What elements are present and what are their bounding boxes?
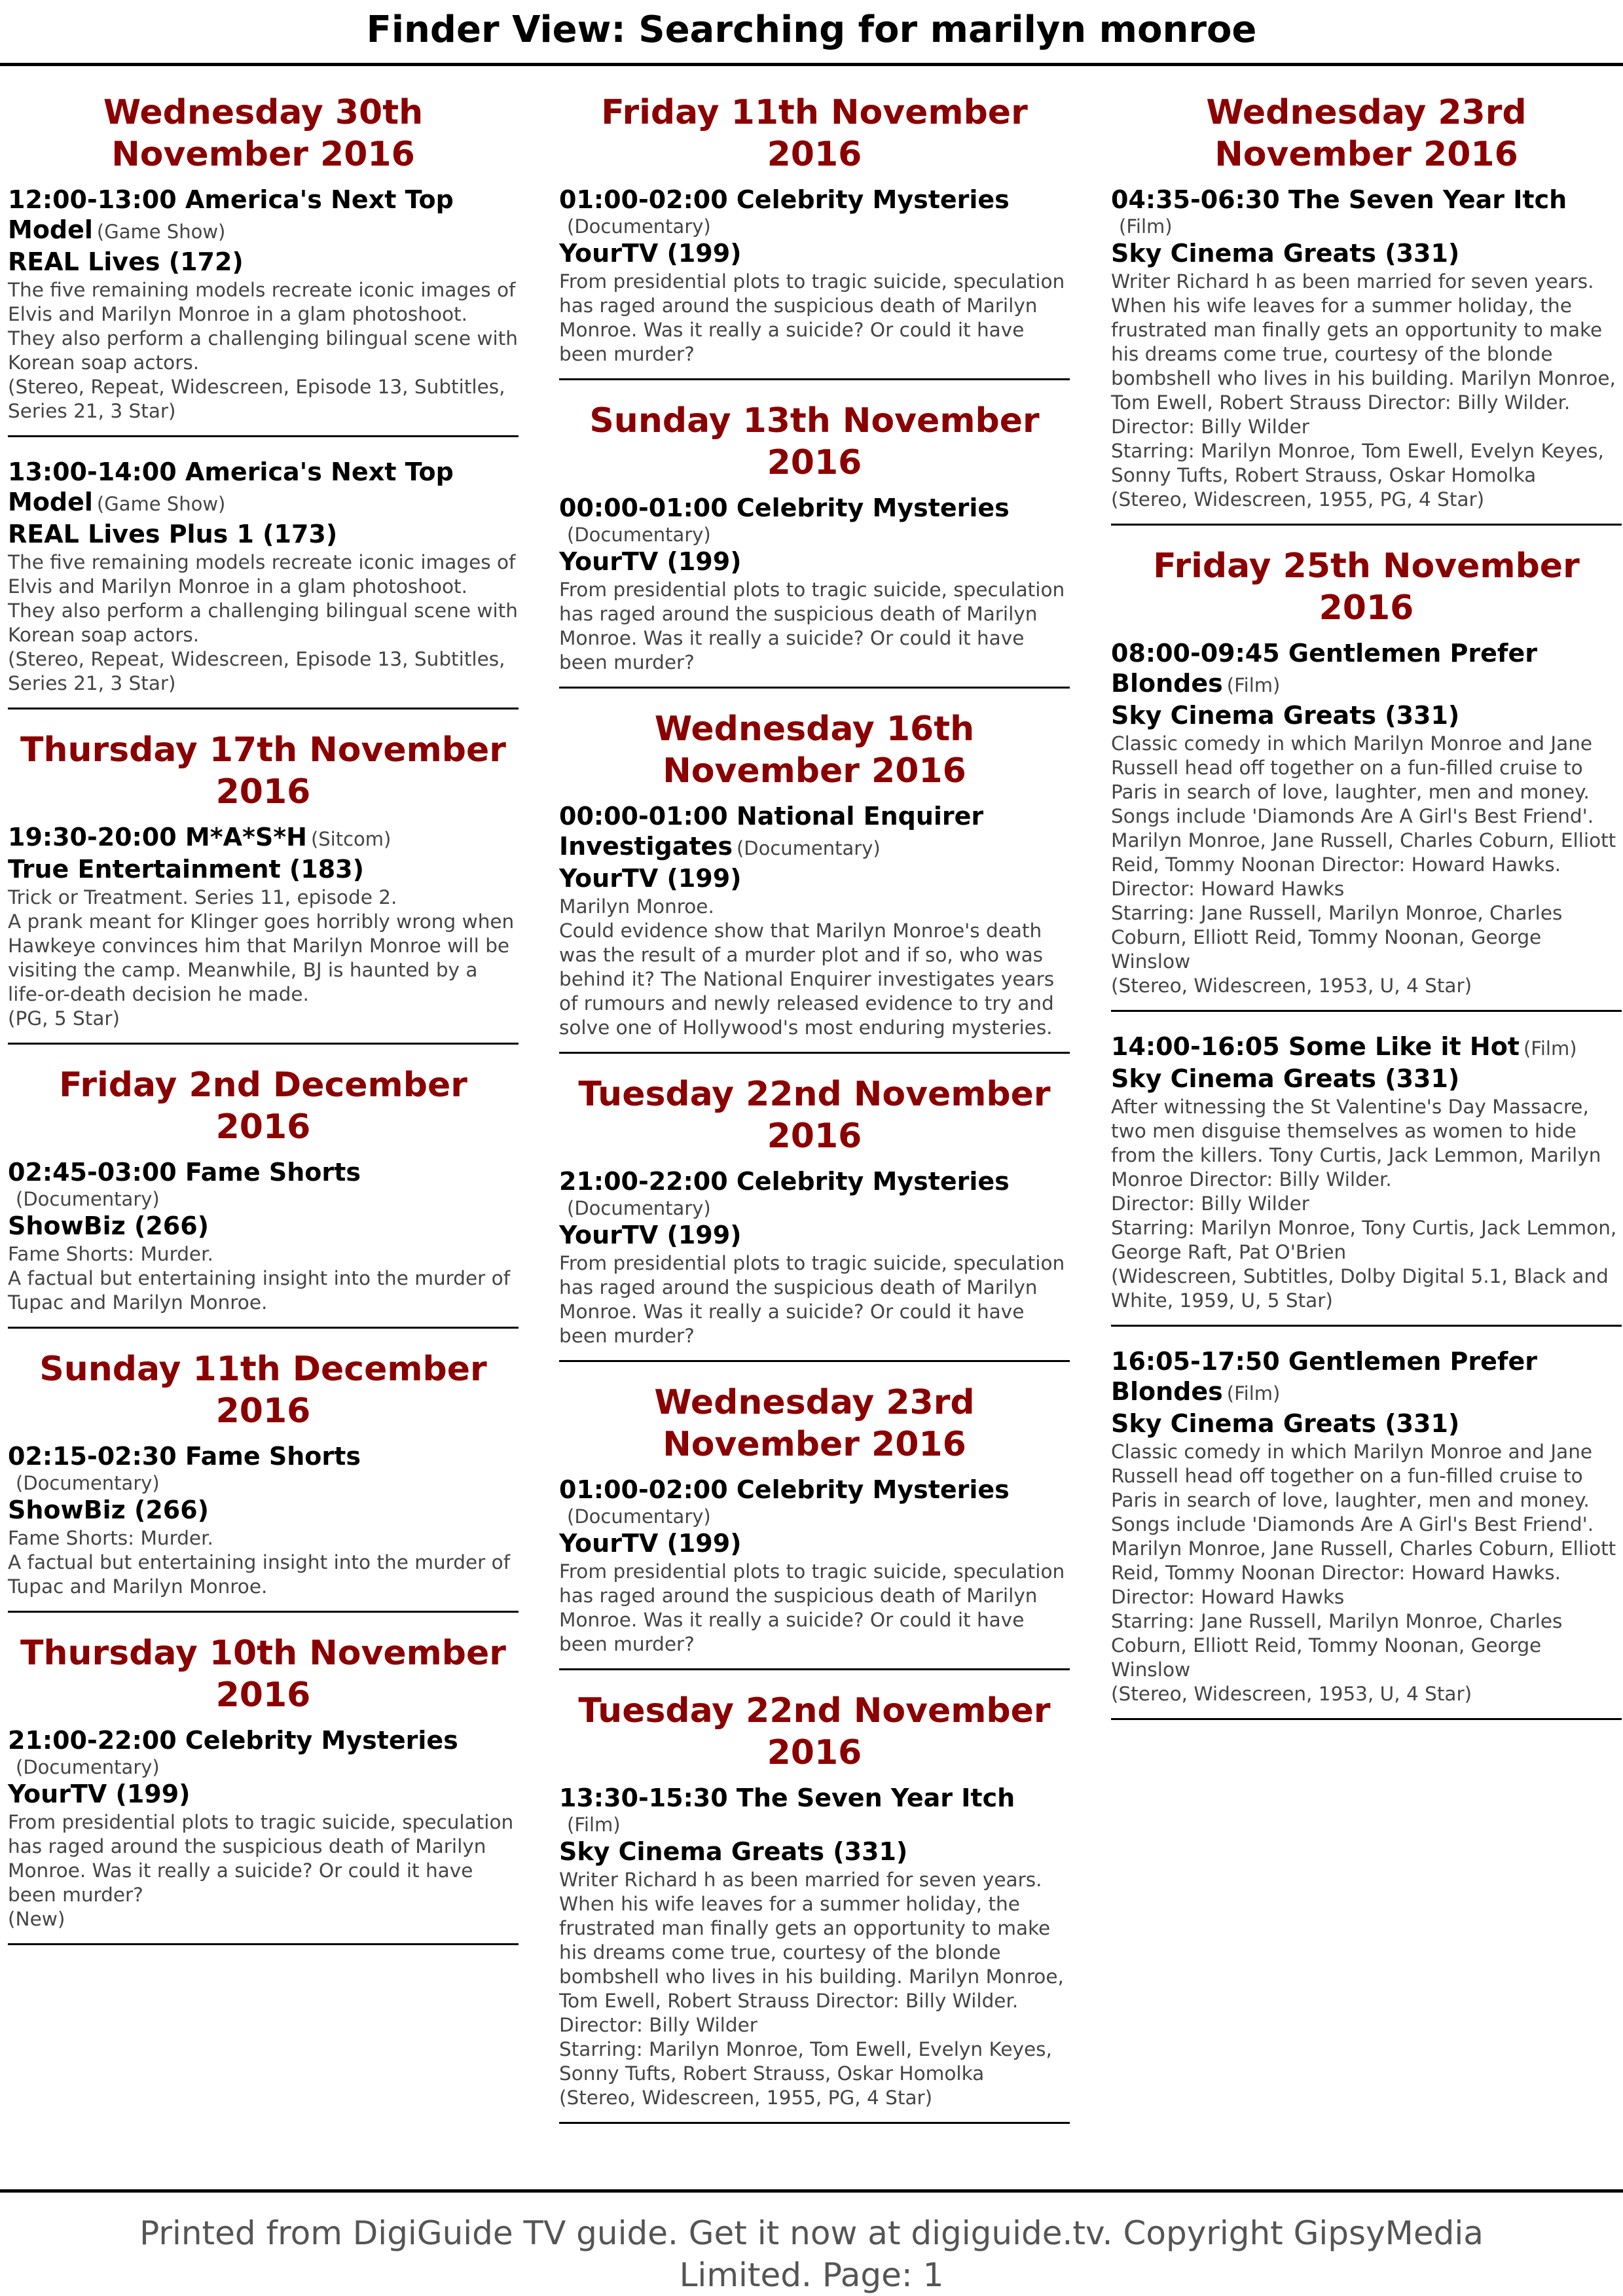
programme-description: Classic comedy in which Marilyn Monroe and Jane Russell head off together on a fun-filled cruise to Paris in search of love, laughter, men and money. Songs include 'Diamonds Are A Girl's Best Friend'. Marilyn Monroe, Jane Russell, Charles Coburn, Elliott Reid, Tommy Noonan Director: Howard Hawks. Director: Howard Hawks Starring: Jane Russell, Marilyn Monroe, Charles Coburn, Elliott Reid, Tommy Noonan, George Winslow (Stereo, Widescreen, 1953, U, 4 Star) xyxy=(1111,732,1616,997)
programme-channel: Sky Cinema Greats (331) xyxy=(1111,701,1460,730)
programme-description: Marilyn Monroe. Could evidence show that Marilyn Monroe's death was the result of a murder plot and if so, who was behind it? The National Enquirer investigates years of rumours and newly released evidence to try and solve one of Hollywood's most enduring mysteries. xyxy=(559,895,1055,1039)
footer-text: Printed from DigiGuide TV guide. Get it now at digiguide.tv. Copyright GipsyMedia Limited. Page: 1 xyxy=(139,2214,1484,2294)
day-section xyxy=(8,1064,519,1329)
programme-listing xyxy=(1111,1031,1622,1327)
programme-channel: ShowBiz (266) xyxy=(8,1496,210,1524)
programme-title: 21:00-22:00 Celebrity Mysteries xyxy=(8,1726,458,1755)
programme-title: 02:45-03:00 Fame Shorts xyxy=(8,1158,361,1187)
programme-description: From presidential plots to tragic suicide, speculation has raged around the suspicious death of Marilyn Monroe. Was it really a suicide? Or could it have been murder? xyxy=(559,1560,1065,1655)
programme-divider xyxy=(8,1327,519,1329)
programme-genre: (Film) xyxy=(1226,1382,1281,1405)
programme-divider xyxy=(8,1611,519,1613)
day-heading: Sunday 13th November 2016 xyxy=(589,401,1040,482)
programme-genre: (Documentary) xyxy=(16,1472,160,1494)
programme-listing xyxy=(559,185,1070,380)
programme-divider xyxy=(8,708,519,709)
day-section xyxy=(8,729,519,1045)
day-section xyxy=(559,92,1070,380)
programme-divider xyxy=(8,1943,519,1945)
column-3 xyxy=(1111,92,1622,1740)
programme-divider xyxy=(8,435,519,437)
programme-channel: True Entertainment (183) xyxy=(8,855,364,884)
footer-divider xyxy=(0,2189,1623,2193)
programme-divider xyxy=(559,1668,1070,1670)
programme-divider xyxy=(559,687,1070,689)
programme-listing xyxy=(1111,638,1622,1012)
programme-listing xyxy=(559,801,1070,1054)
programme-description: From presidential plots to tragic suicide, speculation has raged around the suspicious death of Marilyn Monroe. Was it really a suicide? Or could it have been murder? xyxy=(559,1252,1065,1347)
programme-listing xyxy=(559,1166,1070,1362)
programme-listing xyxy=(8,1441,519,1613)
programme-listing xyxy=(1111,185,1622,526)
programme-listing xyxy=(8,1157,519,1329)
programme-genre: (Documentary) xyxy=(567,1197,711,1219)
programme-listing xyxy=(559,1475,1070,1670)
programme-genre: (Film) xyxy=(1226,674,1281,696)
day-heading: Wednesday 23rd November 2016 xyxy=(1206,93,1527,174)
programme-divider xyxy=(1111,1325,1622,1327)
programme-description: Writer Richard h as been married for seven years. When his wife leaves for a summer holiday, the frustrated man finally gets an opportunity to make his dreams come true, courtesy of the blonde bombshell who lives in his building. Marilyn Monroe, Tom Ewell, Robert Strauss Director: Billy Wilder. Director: Billy Wilder Starring: Marilyn Monroe, Tom Ewell, Evelyn Keyes, Sonny Tufts, Robert Strauss, Oskar Homolka (Stereo, Widescreen, 1955, PG, 4 Star) xyxy=(559,1869,1064,2109)
programme-divider xyxy=(559,378,1070,380)
programme-title-line xyxy=(1111,1031,1622,1064)
programme-genre: (Documentary) xyxy=(567,1505,711,1528)
day-heading: Tuesday 22nd November 2016 xyxy=(578,1691,1051,1772)
programme-title-line xyxy=(8,822,519,854)
day-heading: Thursday 17th November 2016 xyxy=(20,730,506,812)
programme-title-line xyxy=(8,1157,519,1211)
programme-divider xyxy=(559,1360,1070,1362)
day-heading: Thursday 10th November 2016 xyxy=(20,1634,506,1715)
programme-channel: YourTV (199) xyxy=(559,1221,742,1249)
programme-listing xyxy=(559,493,1070,689)
day-section xyxy=(8,1632,519,1945)
programme-genre: (Documentary) xyxy=(736,837,881,859)
day-heading: Sunday 11th December 2016 xyxy=(39,1350,487,1431)
programme-description: Writer Richard h as been married for seven years. When his wife leaves for a summer holiday, the frustrated man finally gets an opportunity to make his dreams come true, courtesy of the blonde bombshell who lives in his building. Marilyn Monroe, Tom Ewell, Robert Strauss Director: Billy Wilder. Director: Billy Wilder Starring: Marilyn Monroe, Tom Ewell, Evelyn Keyes, Sonny Tufts, Robert Strauss, Oskar Homolka (Stereo, Widescreen, 1955, PG, 4 Star) xyxy=(1111,270,1616,511)
day-section xyxy=(559,400,1070,689)
programme-description: From presidential plots to tragic suicide, speculation has raged around the suspicious death of Marilyn Monroe. Was it really a suicide? Or could it have been murder? xyxy=(559,579,1065,673)
day-section xyxy=(559,1382,1070,1670)
day-section xyxy=(1111,92,1622,526)
programme-channel: REAL Lives (172) xyxy=(8,247,244,276)
programme-genre: (Film) xyxy=(1523,1037,1577,1060)
title-divider xyxy=(0,63,1623,66)
programme-channel: YourTV (199) xyxy=(559,239,742,268)
programme-description: Trick or Treatment. Series 11, episode 2. A prank meant for Klinger goes horribly wrong when Hawkeye convinces him that Marilyn Monroe will be visiting the camp. Meanwhile, BJ is haunted by a life-or-death decision he made. (PG, 5 Star) xyxy=(8,886,515,1030)
day-heading: Wednesday 23rd November 2016 xyxy=(654,1383,975,1464)
programme-listing xyxy=(8,185,519,437)
programme-title-line xyxy=(559,801,1070,863)
programme-divider xyxy=(1111,1718,1622,1720)
programme-genre: (Film) xyxy=(1119,215,1173,238)
programme-genre: (Sitcom) xyxy=(310,828,392,850)
programme-title: 12:00-13:00 America's Next Top Model xyxy=(8,185,454,244)
column-1 xyxy=(8,92,519,1965)
programme-title-line xyxy=(559,1166,1070,1220)
programme-divider xyxy=(1111,524,1622,526)
day-section xyxy=(559,1690,1070,2124)
programme-title: 08:00-09:45 Gentlemen Prefer Blondes xyxy=(1111,639,1537,698)
programme-divider xyxy=(559,2122,1070,2124)
programme-channel: YourTV (199) xyxy=(559,547,742,576)
programme-description: Fame Shorts: Murder. A factual but entertaining insight into the murder of Tupac and Marilyn Monroe. xyxy=(8,1243,511,1314)
programme-title-line xyxy=(559,1475,1070,1528)
programme-description: Fame Shorts: Murder. A factual but entertaining insight into the murder of Tupac and Marilyn Monroe. xyxy=(8,1527,511,1598)
day-heading: Wednesday 16th November 2016 xyxy=(654,709,975,791)
programme-listing xyxy=(8,822,519,1045)
day-heading: Wednesday 30th November 2016 xyxy=(103,93,424,174)
programme-channel: YourTV (199) xyxy=(559,1529,742,1558)
programme-title-line xyxy=(1111,1346,1622,1408)
programme-description: The five remaining models recreate iconic images of Elvis and Marilyn Monroe in a glam photoshoot. They also perform a challenging bilingual scene with Korean soap actors. (Stereo, Repeat, Widescreen, Episode 13, Subtitles, Series 21, 3 Star) xyxy=(8,279,518,422)
programme-genre: (Documentary) xyxy=(567,215,711,238)
column-2 xyxy=(559,92,1070,2144)
programme-title-line xyxy=(1111,638,1622,700)
programme-genre: (Game Show) xyxy=(96,493,226,515)
programme-title: 14:00-16:05 Some Like it Hot xyxy=(1111,1032,1520,1061)
day-section xyxy=(1111,545,1622,1720)
programme-listing xyxy=(8,1725,519,1945)
programme-title-line xyxy=(8,185,519,247)
programme-title: 01:00-02:00 Celebrity Mysteries xyxy=(559,1475,1010,1504)
programme-title-line xyxy=(8,457,519,519)
programme-title-line xyxy=(1111,185,1622,238)
programme-genre: (Documentary) xyxy=(567,524,711,546)
programme-title-line xyxy=(8,1725,519,1779)
programme-channel: Sky Cinema Greats (331) xyxy=(1111,1409,1460,1438)
programme-description: Classic comedy in which Marilyn Monroe and Jane Russell head off together on a fun-filled cruise to Paris in search of love, laughter, men and money. Songs include 'Diamonds Are A Girl's Best Friend'. Marilyn Monroe, Jane Russell, Charles Coburn, Elliott Reid, Tommy Noonan Director: Howard Hawks. Director: Howard Hawks Starring: Jane Russell, Marilyn Monroe, Charles Coburn, Elliott Reid, Tommy Noonan, George Winslow (Stereo, Widescreen, 1953, U, 4 Star) xyxy=(1111,1441,1616,1705)
day-section xyxy=(8,92,519,709)
programme-title: 00:00-01:00 Celebrity Mysteries xyxy=(559,493,1010,522)
programme-channel: YourTV (199) xyxy=(559,864,742,893)
programme-title: 21:00-22:00 Celebrity Mysteries xyxy=(559,1167,1010,1196)
day-section xyxy=(559,708,1070,1054)
programme-channel: Sky Cinema Greats (331) xyxy=(1111,239,1460,268)
day-heading: Friday 2nd December 2016 xyxy=(59,1066,467,1147)
programme-genre: (Documentary) xyxy=(16,1756,160,1778)
programme-genre: (Documentary) xyxy=(16,1188,160,1210)
programme-title: 19:30-20:00 M*A*S*H xyxy=(8,823,307,852)
programme-channel: ShowBiz (266) xyxy=(8,1211,210,1240)
programme-description: The five remaining models recreate iconic images of Elvis and Marilyn Monroe in a glam photoshoot. They also perform a challenging bilingual scene with Korean soap actors. (Stereo, Repeat, Widescreen, Episode 13, Subtitles, Series 21, 3 Star) xyxy=(8,551,518,694)
programme-description: From presidential plots to tragic suicide, speculation has raged around the suspicious death of Marilyn Monroe. Was it really a suicide? Or could it have been murder? (New) xyxy=(8,1811,514,1930)
programme-divider xyxy=(8,1043,519,1045)
programme-description: From presidential plots to tragic suicide, speculation has raged around the suspicious death of Marilyn Monroe. Was it really a suicide? Or could it have been murder? xyxy=(559,270,1065,365)
programme-listing xyxy=(8,457,519,709)
page-title: Finder View: Searching for marilyn monroe xyxy=(366,9,1257,51)
programme-title-line xyxy=(559,1783,1070,1837)
day-section xyxy=(559,1073,1070,1362)
programme-description: After witnessing the St Valentine's Day Massacre, two men disguise themselves as women to hide from the killers. Tony Curtis, Jack Lemmon, Marilyn Monroe Director: Billy Wilder. Director: Billy Wilder Starring: Marilyn Monroe, Tony Curtis, Jack Lemmon, George Raft, Pat O'Brien (Widescreen, Subtitles, Dolby Digital 5.1, Black and White, 1959, U, 5 Star) xyxy=(1111,1096,1617,1312)
programme-title: 16:05-17:50 Gentlemen Prefer Blondes xyxy=(1111,1347,1537,1406)
programme-title: 02:15-02:30 Fame Shorts xyxy=(8,1442,361,1471)
programme-channel: YourTV (199) xyxy=(8,1780,191,1808)
programme-title-line xyxy=(8,1441,519,1495)
programme-title-line xyxy=(559,493,1070,547)
programme-divider xyxy=(559,1052,1070,1054)
programme-title: 01:00-02:00 Celebrity Mysteries xyxy=(559,185,1010,214)
programme-channel: REAL Lives Plus 1 (173) xyxy=(8,520,338,548)
programme-title-line xyxy=(559,185,1070,238)
day-heading: Friday 25th November 2016 xyxy=(1153,547,1580,628)
programme-title: 13:30-15:30 The Seven Year Itch xyxy=(559,1784,1015,1812)
day-section xyxy=(8,1348,519,1613)
programme-title: 04:35-06:30 The Seven Year Itch xyxy=(1111,185,1567,214)
programme-listing xyxy=(559,1783,1070,2124)
programme-title: 00:00-01:00 National Enquirer Investigates xyxy=(559,802,984,861)
programme-genre: (Game Show) xyxy=(96,221,226,243)
programme-genre: (Film) xyxy=(567,1814,621,1836)
day-heading: Friday 11th November 2016 xyxy=(601,93,1028,174)
programme-channel: Sky Cinema Greats (331) xyxy=(559,1837,908,1866)
programme-listing xyxy=(1111,1346,1622,1720)
programme-channel: Sky Cinema Greats (331) xyxy=(1111,1064,1460,1093)
programme-divider xyxy=(1111,1010,1622,1012)
day-heading: Tuesday 22nd November 2016 xyxy=(578,1075,1051,1156)
programme-title: 13:00-14:00 America's Next Top Model xyxy=(8,457,454,516)
